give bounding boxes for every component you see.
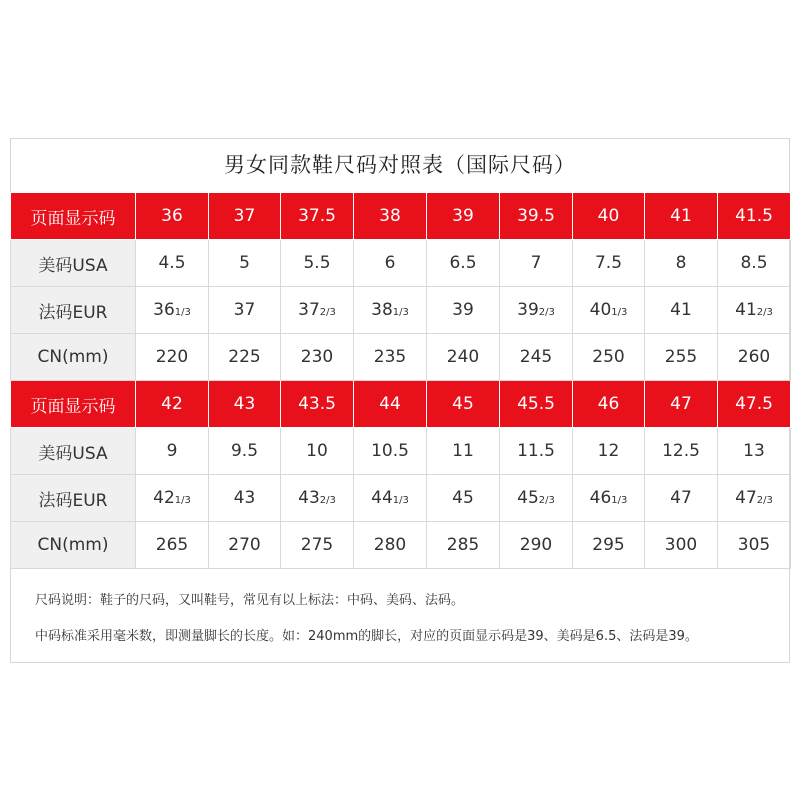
size-value: 255 xyxy=(664,347,698,367)
size-cell xyxy=(573,522,645,569)
size-cell xyxy=(500,428,573,475)
size-cell xyxy=(718,334,791,381)
row-label: 美码USA xyxy=(11,240,136,287)
size-cell xyxy=(427,428,500,475)
chart-title: 男女同款鞋尺码对照表（国际尺码） xyxy=(224,153,576,177)
size-value: 245 xyxy=(519,347,553,367)
size-value: 43.5 xyxy=(298,394,336,414)
size-value: 43 xyxy=(233,488,256,508)
size-cell xyxy=(645,193,718,240)
size-cell xyxy=(281,240,354,287)
size-cell xyxy=(573,475,645,522)
note-line-1: 尺码说明：鞋子的尺码，又叫鞋号，常见有以上标法：中码、美码、法码。 xyxy=(35,593,465,608)
size-cell xyxy=(354,475,427,522)
size-cell xyxy=(209,522,281,569)
size-value: 45 xyxy=(517,488,539,508)
size-value: 41 xyxy=(735,300,757,320)
note-line-2: 中码标准采用毫米数，即测量脚长的长度。如：240mm的脚长，对应的页面显示码是39、美码是6.5、法码是39。 xyxy=(35,629,698,644)
size-fraction: 2/3 xyxy=(538,495,555,506)
row-label: 法码EUR xyxy=(11,287,136,334)
size-value: 4.5 xyxy=(158,253,186,273)
size-cell xyxy=(645,287,718,334)
size-cell xyxy=(427,522,500,569)
size-value: 300 xyxy=(664,535,698,555)
size-row xyxy=(11,428,791,475)
size-cell xyxy=(645,475,718,522)
size-value: 305 xyxy=(737,535,771,555)
size-value: 250 xyxy=(592,347,625,367)
size-value: 45.5 xyxy=(517,394,555,414)
size-row xyxy=(11,522,791,569)
size-cell xyxy=(573,428,645,475)
size-cell xyxy=(645,428,718,475)
size-cell xyxy=(354,193,427,240)
size-cell xyxy=(500,475,573,522)
size-fraction: 1/3 xyxy=(174,307,191,318)
size-cell xyxy=(354,428,427,475)
size-value: 285 xyxy=(446,535,480,555)
size-cell xyxy=(209,334,281,381)
size-cell xyxy=(136,522,209,569)
size-cell xyxy=(718,475,791,522)
size-cell xyxy=(500,287,573,334)
size-cell xyxy=(500,522,573,569)
size-table xyxy=(10,192,791,569)
size-cell xyxy=(354,381,427,428)
size-value: 44 xyxy=(379,394,401,414)
size-cell xyxy=(281,334,354,381)
size-value: 12.5 xyxy=(662,441,700,461)
size-value: 36 xyxy=(153,300,175,320)
size-cell xyxy=(573,193,645,240)
size-value: 47 xyxy=(670,488,692,508)
size-cell xyxy=(645,334,718,381)
size-value: 42 xyxy=(153,488,175,508)
size-value: 47.5 xyxy=(735,394,773,414)
size-value: 44 xyxy=(371,488,393,508)
size-cell xyxy=(354,522,427,569)
size-value: 43 xyxy=(298,488,320,508)
row-label: 页面显示码 xyxy=(11,193,136,240)
size-value: 5 xyxy=(239,253,250,273)
size-value: 7 xyxy=(530,253,542,273)
size-value: 260 xyxy=(737,347,771,367)
size-value: 37 xyxy=(233,300,256,320)
size-value: 13 xyxy=(743,441,765,461)
size-cell xyxy=(281,381,354,428)
size-row xyxy=(11,287,791,334)
size-value: 39 xyxy=(452,206,474,226)
size-value: 12 xyxy=(597,441,620,461)
size-value: 11 xyxy=(452,441,474,461)
size-value: 38 xyxy=(371,300,393,320)
size-value: 10 xyxy=(306,441,328,461)
size-value: 45 xyxy=(452,488,474,508)
size-cell xyxy=(573,381,645,428)
size-value: 6 xyxy=(384,253,396,273)
size-chart xyxy=(10,138,790,663)
size-value: 40 xyxy=(589,300,612,320)
size-value: 220 xyxy=(155,347,189,367)
size-fraction: 2/3 xyxy=(756,307,773,318)
size-cell xyxy=(427,475,500,522)
size-cell xyxy=(500,193,573,240)
size-cell xyxy=(209,193,281,240)
size-value: 9 xyxy=(166,441,178,461)
size-value: 225 xyxy=(228,347,261,367)
size-value: 6.5 xyxy=(449,253,477,273)
size-value: 47 xyxy=(735,488,757,508)
size-value: 39 xyxy=(517,300,539,320)
size-value: 43 xyxy=(233,394,256,414)
size-row xyxy=(11,334,791,381)
size-value: 265 xyxy=(155,535,189,555)
size-header-row xyxy=(11,381,791,428)
size-cell xyxy=(209,381,281,428)
size-cell xyxy=(718,428,791,475)
size-value: 275 xyxy=(300,535,334,555)
size-value: 5.5 xyxy=(303,253,331,273)
size-value: 39 xyxy=(452,300,474,320)
size-cell xyxy=(718,240,791,287)
size-cell xyxy=(209,240,281,287)
size-fraction: 2/3 xyxy=(319,495,336,506)
size-value: 38 xyxy=(379,206,401,226)
size-cell xyxy=(136,334,209,381)
size-value: 40 xyxy=(597,206,620,226)
size-value: 9.5 xyxy=(230,441,259,461)
size-value: 46 xyxy=(589,488,612,508)
size-cell xyxy=(573,334,645,381)
size-value: 280 xyxy=(373,535,407,555)
size-cell xyxy=(136,287,209,334)
size-value: 10.5 xyxy=(371,441,409,461)
size-cell xyxy=(136,381,209,428)
size-cell xyxy=(136,193,209,240)
size-value: 39.5 xyxy=(517,206,555,226)
size-cell xyxy=(354,287,427,334)
size-cell xyxy=(136,475,209,522)
size-value: 46 xyxy=(597,394,620,414)
size-value: 37 xyxy=(233,206,256,226)
size-value: 45 xyxy=(452,394,474,414)
size-cell xyxy=(427,193,500,240)
size-value: 11.5 xyxy=(517,441,555,461)
row-label: CN(mm) xyxy=(11,334,136,381)
size-cell xyxy=(427,240,500,287)
size-cell xyxy=(136,428,209,475)
size-cell xyxy=(209,475,281,522)
size-cell xyxy=(281,287,354,334)
size-cell xyxy=(718,381,791,428)
size-value: 8 xyxy=(675,253,687,273)
size-value: 7.5 xyxy=(594,253,623,273)
size-cell xyxy=(281,428,354,475)
row-label: CN(mm) xyxy=(11,522,136,569)
size-cell xyxy=(281,475,354,522)
size-cell xyxy=(645,522,718,569)
size-cell xyxy=(209,287,281,334)
size-value: 270 xyxy=(228,535,261,555)
size-row xyxy=(11,475,791,522)
size-value: 8.5 xyxy=(740,253,768,273)
size-row xyxy=(11,240,791,287)
size-fraction: 2/3 xyxy=(538,307,555,318)
size-value: 41 xyxy=(670,206,692,226)
row-label: 法码EUR xyxy=(11,475,136,522)
size-cell xyxy=(500,334,573,381)
size-cell xyxy=(500,381,573,428)
size-value: 230 xyxy=(300,347,334,367)
size-value: 41.5 xyxy=(735,206,773,226)
size-cell xyxy=(573,240,645,287)
size-cell xyxy=(354,334,427,381)
size-cell xyxy=(645,381,718,428)
size-value: 290 xyxy=(519,535,553,555)
size-cell xyxy=(427,334,500,381)
row-label: 页面显示码 xyxy=(11,381,136,428)
size-fraction: 1/3 xyxy=(392,307,409,318)
size-cell xyxy=(354,240,427,287)
size-cell xyxy=(136,240,209,287)
size-notes xyxy=(11,569,789,645)
size-cell xyxy=(645,240,718,287)
size-fraction: 1/3 xyxy=(392,495,409,506)
row-label: 美码USA xyxy=(11,428,136,475)
size-value: 41 xyxy=(670,300,692,320)
size-cell xyxy=(281,522,354,569)
size-cell xyxy=(427,381,500,428)
size-fraction: 1/3 xyxy=(174,495,191,506)
size-cell xyxy=(209,428,281,475)
size-cell xyxy=(427,287,500,334)
size-fraction: 1/3 xyxy=(611,495,628,506)
size-value: 47 xyxy=(670,394,692,414)
size-header-row xyxy=(11,193,791,240)
size-fraction: 1/3 xyxy=(611,307,628,318)
size-cell xyxy=(718,287,791,334)
size-value: 240 xyxy=(446,347,480,367)
size-value: 235 xyxy=(373,347,407,367)
size-fraction: 2/3 xyxy=(319,307,336,318)
size-cell xyxy=(500,240,573,287)
size-value: 295 xyxy=(592,535,625,555)
size-cell xyxy=(281,193,354,240)
size-cell xyxy=(573,287,645,334)
size-cell xyxy=(718,522,791,569)
size-value: 37.5 xyxy=(298,206,336,226)
size-fraction: 2/3 xyxy=(756,495,773,506)
size-value: 37 xyxy=(298,300,320,320)
size-value: 36 xyxy=(161,206,183,226)
size-value: 42 xyxy=(161,394,183,414)
size-cell xyxy=(718,193,791,240)
